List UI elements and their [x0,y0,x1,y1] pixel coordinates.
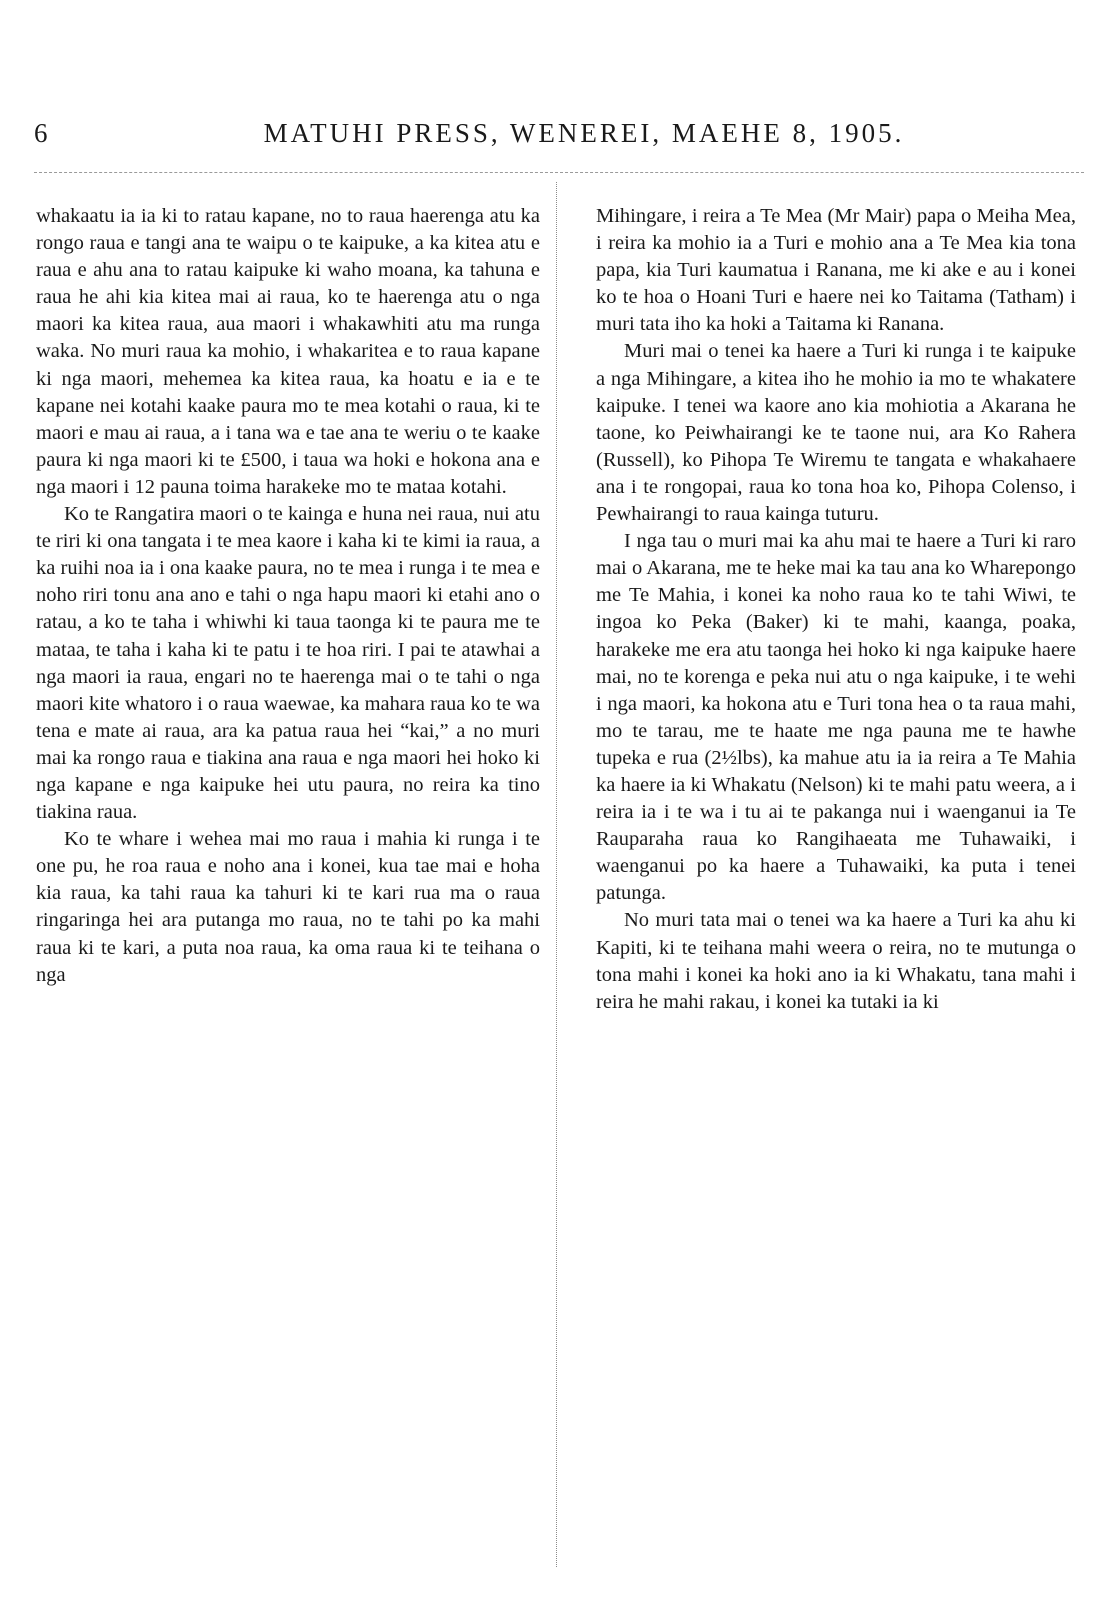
masthead-title: MATUHI PRESS, WENEREI, MAEHE 8, 1905. [263,118,905,148]
left-column [36,203,540,989]
right-paragraph-2: Muri mai o tenei ka haere a Turi ki runga i te kaipuke a nga Mihingare, a kitea iho he mohio ia mo te whakatere kaipuke. I tenei wa kaore ano kia mohiotia a Akarana he taone, ko Peiwhairangi ke te taone nui, ara Ko Rahera (Russell), ko Pihopa Te Wiremu te tangata e whakahaere ana i te rongopai, raua ko tona hoa ko, Pihopa Colenso, i Pewhairangi to raua kainga tuturu. [596,340,1076,526]
left-paragraph-2: Ko te Rangatira maori o te kainga e huna nei raua, nui atu te riri ki ona tangata i te mea kaore i kaha ki te kimi ia raua, a ka ruihi noa ia i ona kaake paura, no te mea i runga i te mea e noho riri tonu ana ano e tahi o nga hapu maori ki etahi ano o ratau, a ko te taha i whiwhi ki taua taonga ki te paura me te mataa, te taha i kaha ki te patu i te hoa riri. I pai te atawhai a nga maori ia raua, engari no te haerenga mai o te tahi o nga maori kite whatoro i o raua waewae, ka mahara raua ko te wa tena e mate ai raua, ara ka patua raua hei “kai,” a no muri mai ka rongo raua e tiakina ana raua e nga maori hei hoko ki nga kapane e nga kaipuke hei utu paura, no reira ka tino tiakina raua. [36,503,540,824]
right-column [596,203,1076,1016]
left-paragraph-1: whakaatu ia ia ki to ratau kapane, no to raua haerenga atu ka rongo raua e tangi ana te waipu o te kaipuke, a ka kitea atu e raua e ahu ana to ratau kaipuke ki waho moana, ka tahuna e raua he ahi kia kitea mai ai raua, ko te haerenga atu o nga maori ka kitea raua, aua maori i whakawhiti atu ma runga waka. No muri raua ka mohio, i whakaritea e to raua kapane ki nga maori, mehemea ka kitea raua, ka hoatu e ia e te kapane nei kotahi kaake paura mo te mea kotahi o raua, ki te maori e mau ai raua, a i tana wa e tae ana te weriu o te kaake paura ki nga maori ki te £500, i taua wa hoki e hokona ana e nga maori i 12 pauna toima harakeke mo te mataa kotahi. [36,205,540,498]
column-divider [556,182,557,1567]
left-paragraph-3: Ko te whare i wehea mai mo raua i mahia ki runga i te one pu, he roa raua e noho ana i konei, kua tae mai e hoha kia raua, ka tahi raua ka tahuri ki te kari rua ma o raua ringaringa hei ara putanga mo raua, no te tahi po ka mahi raua ki te kari, a puta noa raua, ka oma raua ki te teihana o nga [36,828,540,986]
right-paragraph-3: I nga tau o muri mai ka ahu mai te haere a Turi ki raro mai o Akarana, me te heke mai ka tau ana ko Wharepongo me Te Mahia, i konei ka noho raua ko te tahi Wiwi, te ingoa ko Peka (Baker) ki te mahi, kaanga, poaka, harakeke me era atu taonga hei hoko ki nga kaipuke haere mai, no te korenga e peka nui atu o nga kaipuke, i te wehi i nga maori, ka hokona atu e Turi tona hea o ta raua mahi, mo te tarau, me te haate me nga pauna me te hawhe tupeka e rua (2½lbs), ka mahue atu ia ia reira a Te Mahia ka haere ia ki Whakatu (Nelson) ki te mahi patu weera, a i reira ia i te wa i tu ai te pakanga nui i waenganui ia Te Rauparaha raua ko Rangihaeata me Tuhawaiki, i waenganui po ka haere a Tuhawaiki, ka puta i tenei patunga. [596,530,1076,905]
right-paragraph-4: No muri tata mai o tenei wa ka haere a Turi ka ahu ki Kapiti, ki te teihana mahi weera o reira, no te mutunga o tona mahi i konei ka hoki ano ia ki Whakatu, tana mahi i reira he mahi rakau, i konei ka tutaki ia ki [596,909,1076,1013]
page-header [34,118,1084,168]
right-paragraph-1: Mihingare, i reira a Te Mea (Mr Mair) papa o Meiha Mea, i reira ka mohio ia a Turi e mohio ana a Te Mea kia tona papa, kia Turi kaumatua i Ranana, me ki ake e au i konei ko te hoa o Hoani Turi e haere nei ko Taitama (Tatham) i muri tata iho ka hoki a Taitama ki Ranana. [596,205,1076,336]
page-number: 6 [34,118,49,148]
header-rule [34,172,1084,173]
